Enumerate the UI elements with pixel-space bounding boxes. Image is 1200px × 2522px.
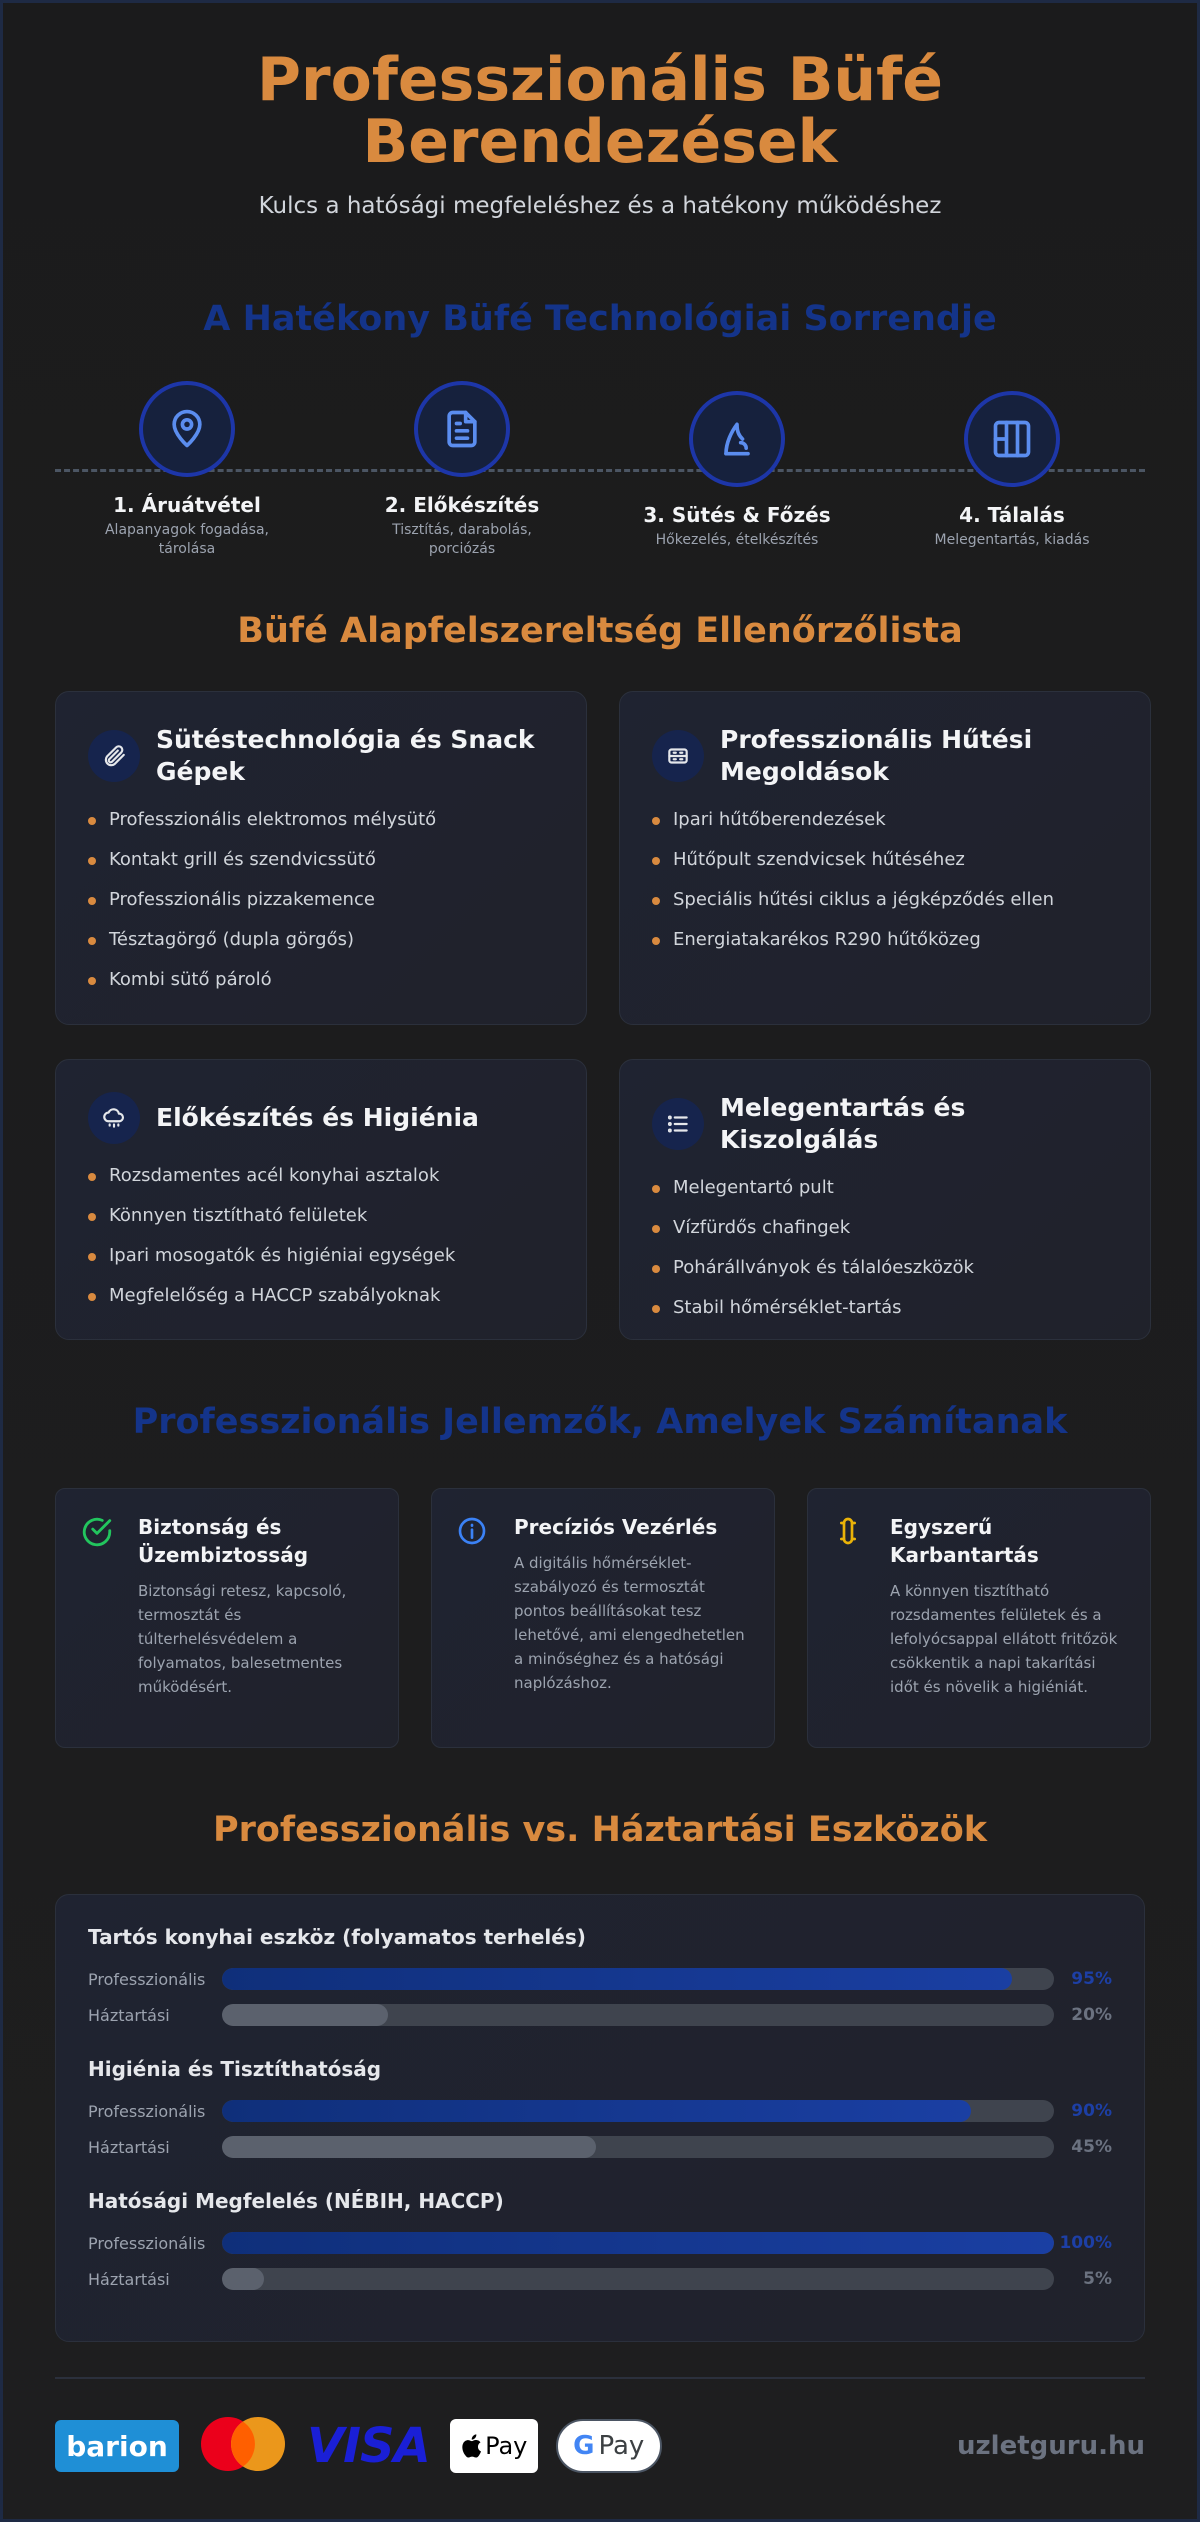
panel-icon [964,391,1060,487]
bar-value: 95% [1071,1969,1112,1989]
bar-row-pro [88,2225,1112,2261]
checklist-card-title: Melegentartás és Kiszolgálás [720,1093,966,1154]
bar-track [222,2100,1054,2122]
mastercard-logo [197,2415,289,2477]
bar-value: 90% [1071,2101,1112,2121]
checklist-item: Hűtőpult szendvicsek hűtéséhez [652,840,1118,880]
bar-label: Háztartási [88,2005,170,2025]
checklist-items [652,1168,1118,1328]
comparison-metric [88,2057,1112,2165]
bar-label: Professzionális [88,2233,206,2253]
checklist-item: Kombi sütő pároló [88,960,554,1000]
process-step-desc: Alapanyagok fogadása, tárolása [104,522,269,557]
info-icon [456,1513,492,1727]
bar-value: 5% [1083,2269,1112,2289]
comparison-metric [88,1925,1112,2033]
footer [55,2377,1145,2477]
document-icon [414,381,510,477]
bar-row-pro [88,2093,1112,2129]
apple-pay-text: Pay [485,2432,528,2460]
process-step-desc: Hőkezelés, ételkészítés [655,532,819,548]
checklist-item: Tésztagörgő (dupla görgős) [88,920,554,960]
paperclip-icon [88,730,140,782]
checklist-item: Pohárállványok és tálalóeszközök [652,1248,1118,1288]
feature-desc: A könnyen tisztítható rozsdamentes felületek és a lefolyócsappal ellátott fritőzök csökkentik a napi takarítási időt és növelik a higiéniát. [890,1582,1118,1696]
checklist-item: Energiatakarékos R290 hűtőközeg [652,920,1118,960]
checklist-card [619,691,1151,1025]
bar-fill-pro [222,2100,971,2122]
hero [3,3,1197,219]
bar-value: 100% [1059,2233,1112,2253]
checklist-items [652,800,1118,960]
process-step-4 [902,391,1122,550]
site-domain[interactable]: uzletguru.hu [957,2431,1145,2461]
page-title: Professzionális Büfé Berendezések [257,45,943,177]
checklist-item: Ipari mosogatók és higiéniai egységek [88,1236,554,1276]
bar-fill-pro [222,1968,1012,1990]
process-step-desc: Tisztítás, darabolás, porciózás [392,522,532,557]
bar-label: Professzionális [88,2101,206,2121]
checklist-item: Megfelelőség a HACCP szabályoknak [88,1276,554,1316]
bar-fill-pro [222,2232,1054,2254]
checklist-item: Könnyen tisztítható felületek [88,1196,554,1236]
features-grid [55,1488,1145,1748]
bar-row-home [88,2129,1112,2165]
feature-card [807,1488,1151,1748]
metric-title: Higiénia és Tisztíthatóság [88,2057,382,2081]
feature-title: Precíziós Vezérlés [514,1515,718,1539]
process-step-name: 1. Áruátvétel [113,493,261,517]
fridge-icon [652,730,704,782]
metric-title: Tartós konyhai eszköz (folyamatos terhelés) [88,1925,586,1949]
process-timeline [55,381,1145,571]
bar-track [222,2268,1054,2290]
checklist-items [88,1156,554,1316]
checklist-card [55,691,587,1025]
visa-logo: VISA [307,2418,430,2474]
bar-value: 45% [1071,2137,1112,2157]
checklist-item: Kontakt grill és szendvicssütő [88,840,554,880]
comparison-metric [88,2189,1112,2297]
checklist-title: Büfé Alapfelszereltség Ellenőrzőlista [237,611,963,651]
bar-label: Professzionális [88,1969,206,1989]
bar-track [222,2232,1054,2254]
process-title: A Hatékony Büfé Technológiai Sorrendje [203,299,997,339]
process-step-name: 2. Előkészítés [384,493,540,517]
apple-pay-logo [450,2419,538,2473]
checklist-item: Rozsdamentes acél konyhai asztalok [88,1156,554,1196]
bar-label: Háztartási [88,2137,170,2157]
bar-label: Háztartási [88,2269,170,2289]
bar-track [222,1968,1054,1990]
feature-desc: Biztonsági retesz, kapcsoló, termosztát és túlterhelésvédelem a folyamatos, balesetmentes működésért. [138,1582,347,1696]
feature-card [55,1488,399,1748]
checklist-card-title: Előkészítés és Higiénia [156,1103,479,1132]
bar-row-home [88,1997,1112,2033]
metric-title: Hatósági Megfelelés (NÉBIH, HACCP) [88,2189,504,2213]
feature-card [431,1488,775,1748]
bar-track [222,2004,1054,2026]
feature-title: Egyszerű Karbantartás [890,1515,1039,1567]
process-step-3 [627,391,847,550]
checklist-card [55,1059,587,1340]
bar-fill-home [222,2268,264,2290]
process-step-name: 4. Tálalás [959,503,1065,527]
payment-logos [55,2415,680,2477]
bar-track [222,2136,1054,2158]
bar-value: 20% [1071,2005,1112,2025]
wrench-icon [832,1513,868,1727]
feature-desc: A digitális hőmérséklet-szabályozó és termosztát pontos beállításokat tesz lehetővé, ami elengedhetetlen a minőséghez és a hatósági naplózáshoz. [514,1554,745,1692]
bar-row-home [88,2261,1112,2297]
features-title: Professzionális Jellemzők, Amelyek Számítanak [132,1402,1068,1442]
bar-fill-home [222,2136,596,2158]
check-circle-icon [80,1513,116,1727]
list-icon [652,1098,704,1150]
bar-fill-home [222,2004,388,2026]
checklist-item: Stabil hőmérséklet-tartás [652,1288,1118,1328]
bar-row-pro [88,1961,1112,1997]
checklist-card-title: Sütéstechnológia és Snack Gépek [156,725,535,786]
flame-icon [689,391,785,487]
barion-logo: barion [55,2420,179,2472]
checklist-card [619,1059,1151,1340]
comparison-title: Professzionális vs. Háztartási Eszközök [212,1810,988,1850]
checklist-item: Ipari hűtőberendezések [652,800,1118,840]
comparison-card [55,1894,1145,2342]
checklist-item: Professzionális elektromos mélysütő [88,800,554,840]
google-pay-text: Pay [598,2431,645,2461]
checklist-cards [55,691,1145,1340]
google-g-mark: G [573,2431,595,2461]
process-step-name: 3. Sütés & Főzés [643,503,831,527]
cloud-rain-icon [88,1092,140,1144]
checklist-item: Vízfürdős chafingek [652,1208,1118,1248]
checklist-items [88,800,554,1000]
feature-title: Biztonság és Üzembiztosság [138,1515,309,1567]
checklist-item: Professzionális pizzakemence [88,880,554,920]
location-pin-icon [139,381,235,477]
checklist-item: Melegentartó pult [652,1168,1118,1208]
process-step-2 [352,381,572,559]
google-pay-logo [556,2419,662,2473]
checklist-card-title: Professzionális Hűtési Megoldások [720,725,1033,786]
page-subtitle: Kulcs a hatósági megfeleléshez és a hatékony működéshez [258,193,942,219]
process-step-1 [77,381,297,559]
process-step-desc: Melegentartás, kiadás [934,532,1090,548]
checklist-item: Speciális hűtési ciklus a jégképződés ellen [652,880,1118,920]
